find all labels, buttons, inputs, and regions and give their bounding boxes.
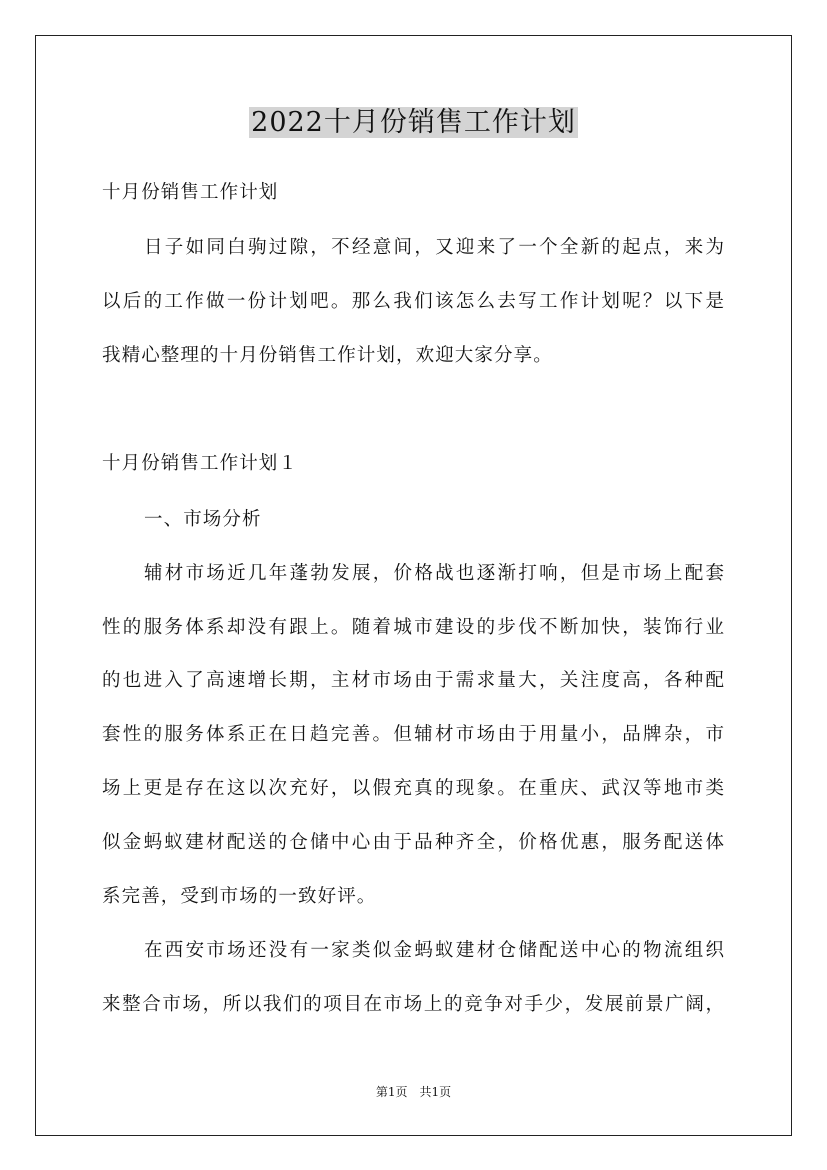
paragraph-line: 性的服务体系却没有跟上。随着城市建设的步伐不断加快，装饰行业 (102, 617, 724, 638)
paragraph-line: 在西安市场还没有一家类似金蚂蚁建材仓储配送中心的物流组织 (144, 940, 724, 961)
document-title-wrap (0, 103, 827, 143)
paragraph-line: 系完善，受到市场的一致好评。 (102, 886, 377, 907)
subsection-heading: 一、市场分析 (144, 509, 262, 530)
paragraph-line: 套性的服务体系正在日趋完善。但辅材市场由于用量小，品牌杂，市 (102, 724, 724, 745)
paragraph-line: 的也进入了高速增长期，主材市场由于需求量大，关注度高，各种配 (102, 670, 724, 691)
paragraph-line: 辅材市场近几年蓬勃发展，价格战也逐渐打响，但是市场上配套 (144, 563, 724, 584)
section-heading: 十月份销售工作计划１ (102, 453, 299, 474)
paragraph-line: 来整合市场，所以我们的项目在市场上的竞争对手少，发展前景广阔， (102, 994, 724, 1015)
intro-line: 以后的工作做一份计划吧。那么我们该怎么去写工作计划呢？以下是 (102, 291, 724, 312)
paragraph-line: 场上更是存在这以次充好，以假充真的现象。在重庆、武汉等地市类 (102, 778, 724, 799)
paragraph-line: 似金蚂蚁建材配送的仓储中心由于品种齐全，价格优惠，服务配送体 (102, 832, 724, 853)
document-title: 2022十月份销售工作计划 (251, 107, 576, 138)
page-footer: 第1页 共1页 (375, 1085, 452, 1099)
intro-line: 日子如同白驹过隙，不经意间，又迎来了一个全新的起点，来为 (144, 237, 724, 258)
intro-line: 我精心整理的十月份销售工作计划，欢迎大家分享。 (102, 345, 553, 366)
document-subtitle: 十月份销售工作计划 (102, 182, 279, 203)
